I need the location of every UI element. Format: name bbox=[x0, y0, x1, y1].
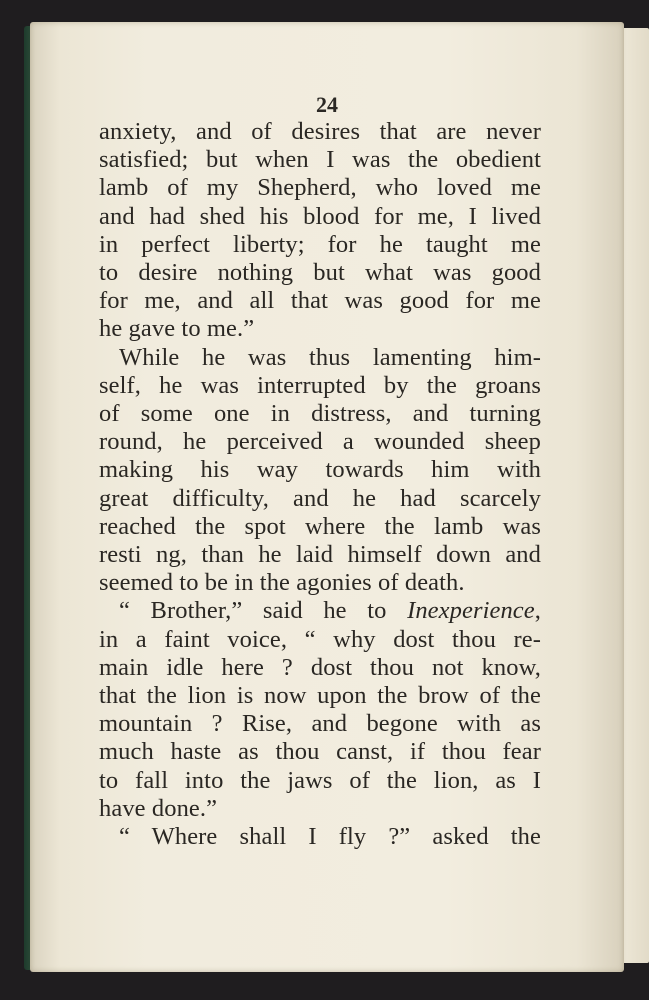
text-line bbox=[99, 513, 541, 541]
text-line-content: main idle here ? dost thou not know, bbox=[99, 653, 541, 681]
text-line bbox=[99, 456, 541, 484]
text-line-content: in a faint voice, “ why dost thou re- bbox=[99, 625, 541, 653]
text-line-content: “ Where shall I fly ?” asked the bbox=[119, 823, 541, 851]
text-line-content: to fall into the jaws of the lion, as I bbox=[99, 766, 541, 794]
text-line bbox=[99, 597, 541, 625]
text-line-content: seemed to be in the agonies of death. bbox=[99, 569, 465, 597]
text-line-content: satisfied; but when I was the obedient bbox=[99, 146, 541, 174]
text-line-content: round, he perceived a wounded sheep bbox=[99, 428, 541, 456]
text-line-content: that the lion is now upon the brow of the bbox=[99, 682, 541, 710]
text-line bbox=[99, 654, 541, 682]
text-line-content: have done.” bbox=[99, 794, 218, 822]
text-line bbox=[99, 400, 541, 428]
text-line-content: and had shed his blood for me, I lived bbox=[99, 202, 541, 230]
text-line bbox=[99, 823, 541, 851]
text-line-content: much haste as thou canst, if thou fear bbox=[99, 738, 541, 766]
text-line bbox=[99, 428, 541, 456]
text-line bbox=[99, 569, 541, 597]
text-line-content: to desire nothing but what was good bbox=[99, 259, 541, 287]
text-line-content: self, he was interrupted by the groans bbox=[99, 371, 541, 399]
text-line bbox=[99, 485, 541, 513]
text-line bbox=[99, 738, 541, 766]
text-line-content: While he was thus lamenting him- bbox=[119, 343, 541, 371]
text-line-content: of some one in distress, and turning bbox=[99, 400, 541, 428]
text-line bbox=[99, 541, 541, 569]
text-line bbox=[99, 118, 541, 146]
text-line bbox=[99, 710, 541, 738]
italic-name: Inexperience bbox=[407, 597, 535, 625]
text-line bbox=[99, 287, 541, 315]
text-line bbox=[99, 315, 541, 343]
text-line-content: lamb of my Shepherd, who loved me bbox=[99, 174, 541, 202]
body-text bbox=[99, 118, 541, 851]
text-line-content: anxiety, and of desires that are never bbox=[99, 118, 541, 145]
text-line bbox=[99, 626, 541, 654]
text-line-content: making his way towards him with bbox=[99, 456, 541, 484]
text-line-content: great difficulty, and he had scarcely bbox=[99, 484, 541, 512]
text-line-content: in perfect liberty; for he taught me bbox=[99, 230, 541, 258]
text-line-content: “ Brother,” said he to bbox=[119, 597, 408, 625]
text-line bbox=[99, 174, 541, 202]
punctuation: , bbox=[534, 597, 541, 625]
text-line bbox=[99, 682, 541, 710]
text-line-content: for me, and all that was good for me bbox=[99, 287, 541, 315]
text-line-content: mountain ? Rise, and begone with as bbox=[99, 710, 541, 738]
text-line bbox=[99, 203, 541, 231]
text-line bbox=[99, 146, 541, 174]
text-line-content: he gave to me.” bbox=[99, 315, 255, 343]
text-line-content: resti ng, than he laid himself down and bbox=[99, 541, 541, 569]
text-line-content: reached the spot where the lamb was bbox=[99, 512, 541, 540]
text-line bbox=[99, 795, 541, 823]
text-line bbox=[99, 344, 541, 372]
text-line bbox=[99, 372, 541, 400]
text-line bbox=[99, 231, 541, 259]
text-line bbox=[99, 767, 541, 795]
text-line bbox=[99, 259, 541, 287]
page-number: 24 bbox=[316, 92, 338, 117]
